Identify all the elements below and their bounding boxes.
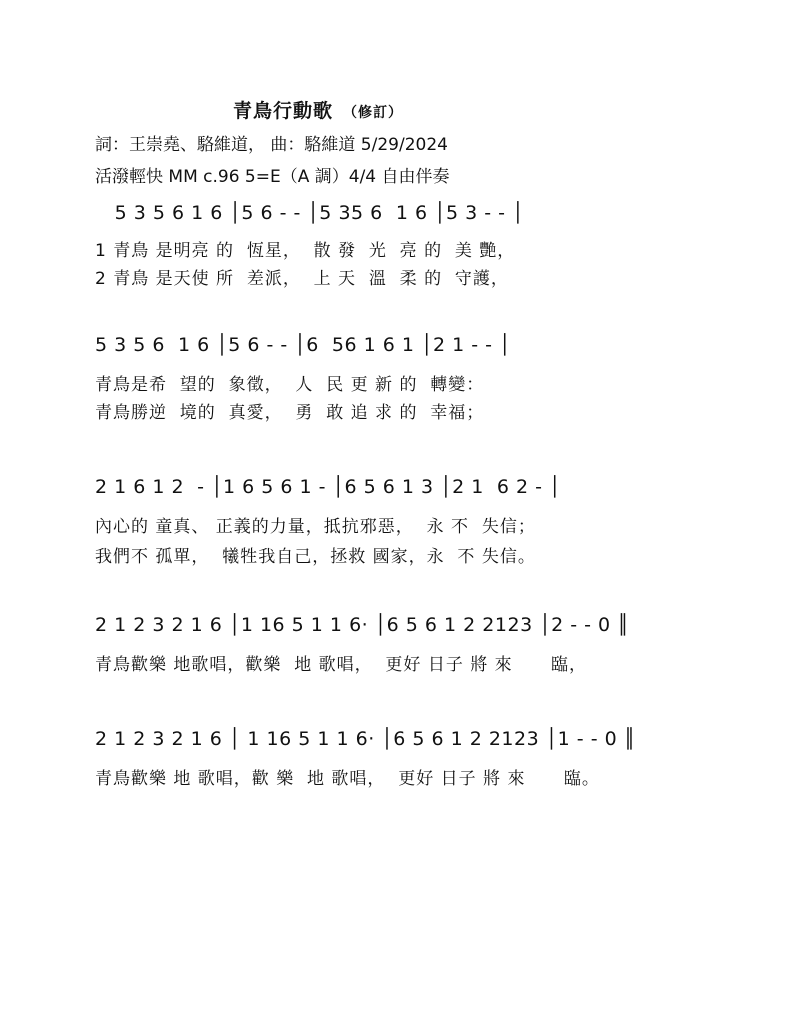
tempo-key-line: 活潑輕快 MM c.96 5=E（A 調）4/4 自由伴奏: [95, 167, 450, 187]
credits-line: 詞：王崇堯、駱維道， 曲：駱維道 5/29/2024: [95, 135, 448, 155]
song-title: [233, 96, 403, 123]
notation-line-1: 5 3 5 6 1 6 │5 6 - - │5 35 6 1 6 │5 3 - - │: [95, 202, 525, 224]
lyric-line-2b: 青鳥勝逆 境的 真愛， 勇 敢 追 求 的 幸福；: [95, 403, 485, 423]
lyric-line-5: 青鳥歡樂 地 歌唱，歡 樂 地 歌唱， 更好 日子 將 來 臨。: [95, 769, 600, 789]
lyric-line-3b: 我們不 孤單， 犧牲我自己，拯救 國家，永 不 失信。: [95, 547, 536, 567]
notation-line-3: 2 1 6 1 2 - │1 6 5 6 1 - │6 5 6 1 3 │2 1 6 2 - │: [95, 476, 561, 498]
notation-line-2: 5 3 5 6 1 6 │5 6 - - │6 56 1 6 1 │2 1 - - │: [95, 334, 511, 356]
lyric-line-1a: 1 青鳥 是明亮 的 恆星， 散 發 光 亮 的 美 艷，: [95, 241, 516, 261]
notation-line-5: 2 1 2 3 2 1 6 │ 1 16 5 1 1 6· │6 5 6 1 2 2123 │1 - - 0 ║: [95, 728, 636, 750]
lyric-line-1b: 2 青鳥 是天使 所 差派， 上 天 溫 柔 的 守護，: [95, 269, 509, 289]
song-title-text: 青鳥行動歌: [233, 100, 334, 122]
lyric-line-2a: 青鳥是希 望的 象徵， 人 民 更 新 的 轉變：: [95, 375, 485, 395]
lyric-line-3a: 內心的 童真、 正義的力量，抵抗邪惡， 永 不 失信；: [95, 517, 536, 537]
song-subtitle: （修訂）: [343, 105, 404, 121]
notation-line-4: 2 1 2 3 2 1 6 │1 16 5 1 1 6· │6 5 6 1 2 2123 │2 - - 0 ║: [95, 614, 630, 636]
lyric-line-4: 青鳥歡樂 地歌唱，歡樂 地 歌唱， 更好 日子 將 來 臨，: [95, 655, 588, 675]
